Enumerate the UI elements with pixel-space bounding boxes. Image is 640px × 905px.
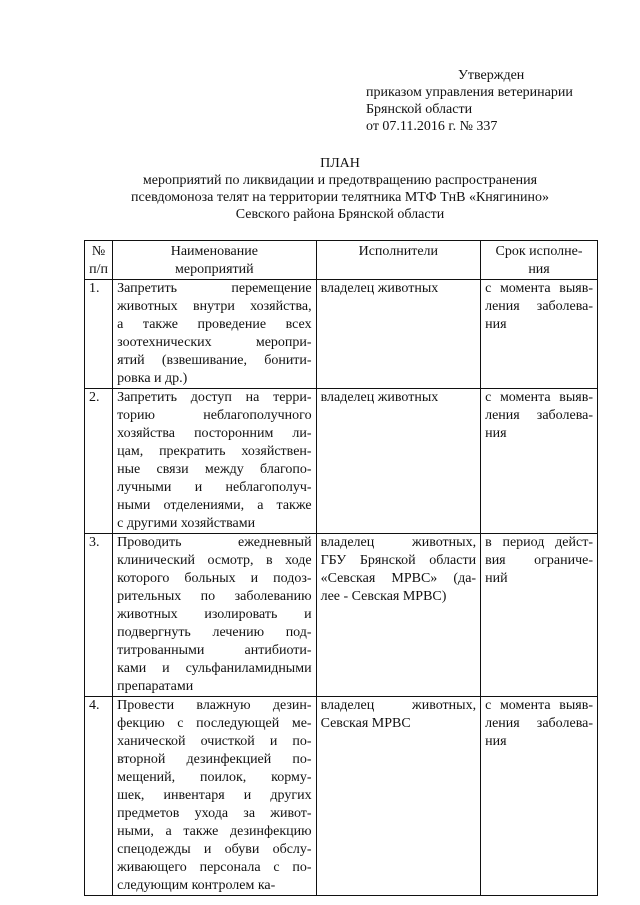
- row-action-line: ровка и др.): [117, 371, 188, 386]
- row-action-line: Проводить ежедневный: [117, 535, 312, 550]
- row-action-line: с другими хозяйствами: [117, 516, 256, 531]
- header-line: Наименование: [170, 244, 258, 259]
- row-action-line: животных изолировать и: [117, 607, 312, 622]
- row-action-line: живающего персонала с по-: [117, 860, 312, 875]
- row-responsible: [316, 389, 481, 534]
- row-term-line: с момента выяв-: [485, 390, 593, 405]
- approval-order-line: приказом управления ветеринарии: [366, 85, 573, 100]
- row-responsible-line: владелец животных: [320, 390, 439, 405]
- row-responsible-line: владелец животных,: [320, 535, 477, 550]
- plan-title: [90, 155, 590, 223]
- row-responsible: [316, 697, 481, 896]
- table-row: [85, 534, 598, 697]
- row-responsible-line: лее - Севская МРВС): [320, 589, 447, 604]
- row-term-line: ления заболева-: [485, 716, 593, 731]
- row-action-line: Запретить доступ на терри-: [117, 390, 312, 405]
- row-action: [113, 697, 316, 896]
- row-term-line: ния: [485, 426, 507, 441]
- plan-title-heading: ПЛАН: [320, 156, 360, 171]
- row-term-line: вия ограниче-: [485, 553, 593, 568]
- row-action-line: фекцию с последующей ме-: [117, 716, 312, 731]
- row-responsible-line: владелец животных: [320, 281, 439, 296]
- row-action-line: вторной дезинфекцией по-: [117, 752, 312, 767]
- row-action-line: торию неблагополучного: [117, 408, 312, 423]
- row-action-line: препаратами: [117, 679, 194, 694]
- row-term-line: ния: [485, 734, 507, 749]
- row-action-line: зоотехнических меропри-: [117, 335, 312, 350]
- row-action-line: цам, прекратить хозяйствен-: [117, 444, 312, 459]
- row-responsible: [316, 534, 481, 697]
- row-action: [113, 534, 316, 697]
- row-action: [113, 389, 316, 534]
- header-line: №: [91, 244, 106, 259]
- row-action-line: ятий (взвешивание, бонити-: [117, 353, 312, 368]
- row-term: [481, 534, 598, 697]
- table-row: [85, 280, 598, 389]
- row-action-line: рительных по заболеванию: [117, 589, 312, 604]
- row-action-line: ками и сульфаниламидными: [117, 661, 312, 676]
- row-term: [481, 280, 598, 389]
- header-line: Срок исполне-: [495, 244, 583, 259]
- row-action-line: а также проведение всех: [117, 317, 312, 332]
- row-term-line: ления заболева-: [485, 299, 593, 314]
- row-responsible-line: ГБУ Брянской области: [320, 553, 477, 568]
- header-action: [113, 241, 316, 280]
- row-action-line: предметов ухода за живот-: [117, 806, 312, 821]
- row-number: 3.: [85, 534, 113, 697]
- row-action-line: следующим контролем ка-: [117, 878, 276, 893]
- row-action-line: которого больных и подоз-: [117, 571, 312, 586]
- approval-heading: Утвержден: [458, 68, 525, 83]
- header-line: п/п: [89, 262, 108, 277]
- header-number: [85, 241, 113, 280]
- table-row: [85, 389, 598, 534]
- row-responsible: [316, 280, 481, 389]
- row-action-line: Запретить перемещение: [117, 281, 312, 296]
- header-row: [85, 241, 598, 280]
- row-action-line: шек, инвентаря и других: [117, 788, 312, 803]
- row-term: [481, 389, 598, 534]
- row-number: 1.: [85, 280, 113, 389]
- row-action-line: животных внутри хозяйства,: [117, 299, 312, 314]
- row-action-line: ными отделениями, а также: [117, 498, 312, 513]
- row-action-line: титрованными антибиоти-: [117, 643, 312, 658]
- row-action-line: ханической очисткой и по-: [117, 734, 312, 749]
- row-action-line: лучными и неблагополуч-: [117, 480, 312, 495]
- row-responsible-line: Севская МРВС: [320, 716, 411, 731]
- row-action-line: клинический осмотр, в ходе: [117, 553, 312, 568]
- row-action-line: мещений, поилок, корму-: [117, 770, 312, 785]
- row-term: [481, 697, 598, 896]
- row-term-line: в период дейст-: [485, 535, 593, 550]
- row-term-line: ния: [485, 317, 507, 332]
- plan-title-line: мероприятий по ликвидации и предотвращению распространения: [142, 173, 538, 188]
- row-number: 2.: [85, 389, 113, 534]
- plan-title-line: Севского района Брянской области: [235, 207, 445, 222]
- row-action-line: спецодежды и обуви обслу-: [117, 842, 312, 857]
- plan-table-body: [85, 280, 598, 896]
- row-responsible-line: владелец животных,: [320, 698, 477, 713]
- row-term-line: с момента выяв-: [485, 698, 593, 713]
- approval-block: [366, 67, 606, 135]
- row-number: 4.: [85, 697, 113, 896]
- plan-table-header: [85, 241, 598, 280]
- row-term-line: ления заболева-: [485, 408, 593, 423]
- row-term-line: с момента выяв-: [485, 281, 593, 296]
- header-line: ния: [528, 262, 550, 277]
- row-action-line: ными, а также дезинфекцию: [117, 824, 312, 839]
- row-action-line: хозяйства посторонним ли-: [117, 426, 312, 441]
- plan-title-line: псевдомоноза телят на территории телятника МТФ ТнВ «Княгинино»: [131, 190, 549, 205]
- row-action: [113, 280, 316, 389]
- approval-date-line: от 07.11.2016 г. № 337: [366, 119, 498, 134]
- row-action-line: Провести влажную дезин-: [117, 698, 312, 713]
- row-action-line: подвергнуть лечению под-: [117, 625, 312, 640]
- plan-table: [84, 240, 598, 896]
- row-action-line: ные связи между благопо-: [117, 462, 312, 477]
- row-term-line: ний: [485, 571, 508, 586]
- row-responsible-line: «Севская МРВС» (да-: [320, 571, 477, 586]
- header-line: мероприятий: [175, 262, 254, 277]
- approval-region-line: Брянской области: [366, 102, 473, 117]
- header-line: Исполнители: [358, 244, 439, 259]
- header-responsible: [316, 241, 481, 280]
- header-term: [481, 241, 598, 280]
- table-row: [85, 697, 598, 896]
